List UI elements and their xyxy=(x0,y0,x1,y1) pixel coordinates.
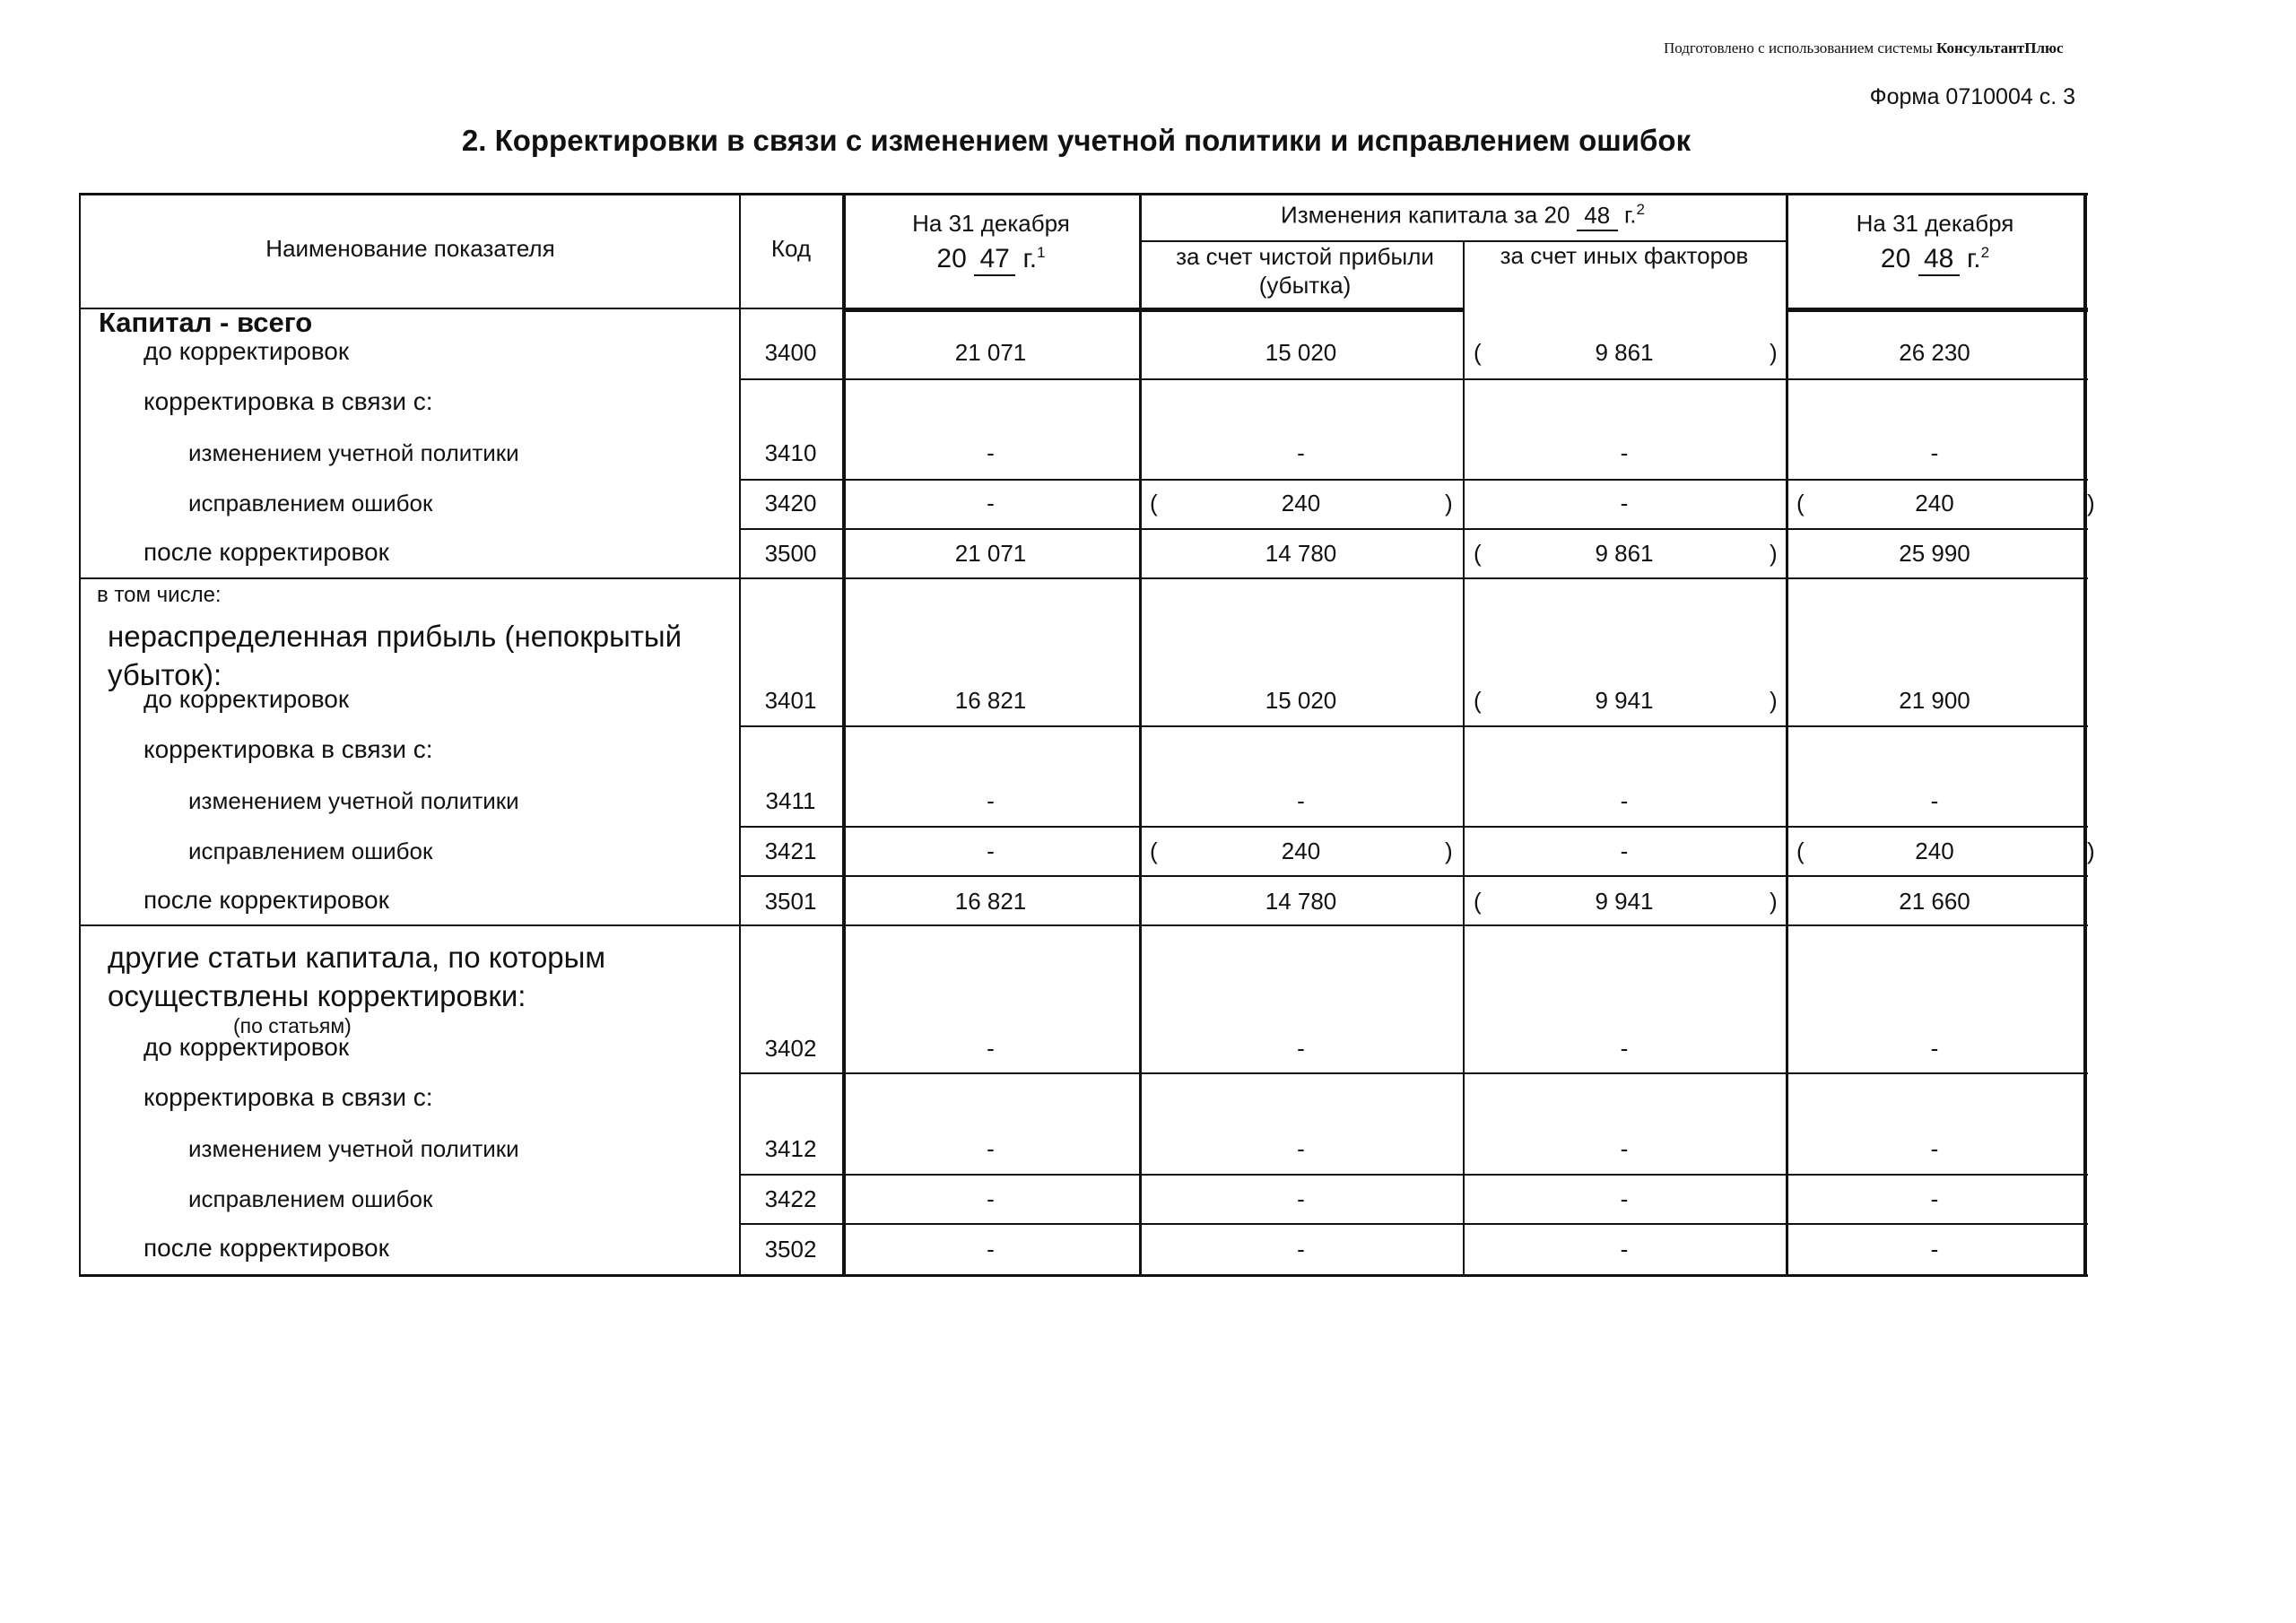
start-prefix: 20 xyxy=(936,244,967,273)
row-code: 3501 xyxy=(764,888,817,915)
grid-line xyxy=(739,378,2088,380)
paren-open: ( xyxy=(1150,490,1158,516)
row-code: 3412 xyxy=(764,1135,817,1162)
label-in-total: в том числе: xyxy=(97,583,222,607)
cell-other: 9 941 xyxy=(1595,888,1654,915)
grid-line xyxy=(739,479,2088,481)
end-prefix: 20 xyxy=(1880,244,1911,273)
paren-close: ) xyxy=(1770,687,1778,714)
label-other-items: другие статьи капитала, по которым осуществлены корректировки: xyxy=(108,941,606,1012)
row-label: исправлением ошибок xyxy=(188,1185,433,1212)
changes-year: 48 xyxy=(1577,202,1618,231)
row-code: 3410 xyxy=(764,439,817,466)
paren-open: ( xyxy=(1796,490,1805,516)
note-1: 1 xyxy=(1037,244,1046,261)
row-label: до корректировок xyxy=(144,1033,350,1061)
cell-start: 21 071 xyxy=(954,540,1027,567)
grid-line xyxy=(739,826,2088,828)
cell-start: - xyxy=(987,439,995,466)
brand-name: КонсультантПлюс xyxy=(1936,39,2064,56)
paren-close: ) xyxy=(1770,888,1778,915)
cell-end: 26 230 xyxy=(1899,339,1970,366)
cell-profit: 240 xyxy=(1281,838,1321,864)
row-label: до корректировок xyxy=(144,685,350,713)
cell-end: - xyxy=(1930,1236,1939,1263)
prepared-prefix: Подготовлено с использованием системы xyxy=(1664,39,1936,56)
col-header-name: Наименование показателя xyxy=(265,235,555,262)
row-code: 3500 xyxy=(764,540,817,567)
paren-open: ( xyxy=(1474,687,1482,714)
cell-other: - xyxy=(1620,1236,1629,1263)
grid-line xyxy=(739,1223,2088,1225)
note-2b: 2 xyxy=(1980,244,1990,261)
cell-other: - xyxy=(1620,787,1629,814)
paren-close: ) xyxy=(1445,490,1453,516)
page-title: 2. Корректировки в связи с изменением учетной политики и исправлением ошибок xyxy=(461,124,1692,157)
cell-profit: 240 xyxy=(1281,490,1321,516)
cell-end: 25 990 xyxy=(1899,540,1970,567)
grid-line xyxy=(1463,242,1465,1274)
cell-other: - xyxy=(1620,439,1629,466)
paren-close: ) xyxy=(1770,339,1778,366)
grid-line xyxy=(2083,193,2087,1274)
row-label: после корректировок xyxy=(144,886,389,914)
cell-profit: 14 780 xyxy=(1265,540,1337,567)
cell-profit: - xyxy=(1297,787,1305,814)
cell-start: - xyxy=(987,1185,995,1212)
grid-line xyxy=(79,1274,2088,1277)
prepared-note xyxy=(1664,39,2184,57)
row-code: 3420 xyxy=(764,490,817,516)
row-label: до корректировок xyxy=(144,337,350,365)
col-header-profit: за счет чистой прибыли (убытка) xyxy=(1176,243,1434,299)
cell-end: - xyxy=(1930,439,1939,466)
cell-profit: - xyxy=(1297,1135,1305,1162)
end-year: 48 xyxy=(1918,244,1960,276)
paren-open: ( xyxy=(1150,838,1158,864)
row-code: 3502 xyxy=(764,1236,817,1263)
grid-line xyxy=(842,308,1463,312)
grid-line xyxy=(739,1072,2088,1074)
row-label: корректировка в связи с: xyxy=(144,387,433,415)
row-label: корректировка в связи с: xyxy=(144,1083,433,1111)
cell-profit: - xyxy=(1297,1035,1305,1062)
grid-line xyxy=(79,193,81,1274)
paren-close: ) xyxy=(1445,838,1453,864)
cell-other: 9 861 xyxy=(1595,540,1654,567)
cell-other: - xyxy=(1620,1035,1629,1062)
row-code: 3401 xyxy=(764,687,817,714)
cell-other: 9 941 xyxy=(1595,687,1654,714)
col-header-start-label: На 31 декабря xyxy=(912,210,1070,237)
paren-close: ) xyxy=(2087,838,2095,864)
row-code: 3402 xyxy=(764,1035,817,1062)
cell-start: 16 821 xyxy=(954,888,1027,915)
start-year: 47 xyxy=(974,244,1015,276)
grid-line xyxy=(739,875,2088,877)
col-header-end-label: На 31 декабря xyxy=(1856,210,2014,237)
row-label: исправлением ошибок xyxy=(188,838,433,864)
row-code: 3421 xyxy=(764,838,817,864)
cell-start: - xyxy=(987,838,995,864)
paren-close: ) xyxy=(2087,490,2095,516)
paren-open: ( xyxy=(1474,339,1482,366)
grid-line xyxy=(79,577,2088,579)
form-code: Форма 0710004 с. 3 xyxy=(1869,84,2075,109)
row-label: после корректировок xyxy=(144,538,389,566)
cell-profit: - xyxy=(1297,439,1305,466)
cell-other: 9 861 xyxy=(1595,339,1654,366)
cell-end: - xyxy=(1930,1135,1939,1162)
row-label: после корректировок xyxy=(144,1234,389,1262)
cell-end: - xyxy=(1930,1035,1939,1062)
cell-end: 240 xyxy=(1915,490,1954,516)
cell-start: 16 821 xyxy=(954,687,1027,714)
label-capital-total: Капитал - всего xyxy=(99,307,313,338)
col-header-changes xyxy=(1140,201,1786,231)
grid-line xyxy=(1786,308,2088,312)
cell-end: 21 660 xyxy=(1899,888,1970,915)
col-header-start-year xyxy=(843,244,1139,276)
row-code: 3400 xyxy=(764,339,817,366)
cell-other: - xyxy=(1620,838,1629,864)
cell-profit: - xyxy=(1297,1185,1305,1212)
cell-end: - xyxy=(1930,787,1939,814)
cell-start: - xyxy=(987,787,995,814)
cell-start: - xyxy=(987,490,995,516)
paren-open: ( xyxy=(1474,888,1482,915)
cell-profit: 14 780 xyxy=(1265,888,1337,915)
grid-line xyxy=(739,1174,2088,1176)
note-2: 2 xyxy=(1636,201,1645,218)
col-header-code: Код xyxy=(770,235,812,262)
paren-open: ( xyxy=(1796,838,1805,864)
cell-start: - xyxy=(987,1035,995,1062)
start-year-suffix: г. xyxy=(1022,244,1038,273)
cell-start: 21 071 xyxy=(954,339,1027,366)
row-label: корректировка в связи с: xyxy=(144,735,433,763)
end-year-suffix: г. xyxy=(1966,244,1981,273)
paren-open: ( xyxy=(1474,540,1482,567)
grid-line xyxy=(739,528,2088,530)
cell-profit: 15 020 xyxy=(1265,687,1337,714)
row-code: 3422 xyxy=(764,1185,817,1212)
cell-other: - xyxy=(1620,1135,1629,1162)
row-label: изменением учетной политики xyxy=(188,1135,519,1162)
changes-year-suffix: г. xyxy=(1623,201,1637,229)
cell-end: 21 900 xyxy=(1899,687,1970,714)
paren-close: ) xyxy=(1770,540,1778,567)
cell-end: 240 xyxy=(1915,838,1954,864)
cell-profit: - xyxy=(1297,1236,1305,1263)
col-header-end-year xyxy=(1786,244,2084,276)
row-label: исправлением ошибок xyxy=(188,490,433,516)
label-by-items: (по статьям) xyxy=(233,1014,352,1037)
label-retained: нераспределенная прибыль (непокрытый убыток): xyxy=(108,620,683,691)
grid-line xyxy=(79,924,2088,926)
cell-other: - xyxy=(1620,490,1629,516)
cell-other: - xyxy=(1620,1185,1629,1212)
cell-start: - xyxy=(987,1135,995,1162)
cell-end: - xyxy=(1930,1185,1939,1212)
grid-line xyxy=(739,725,2088,727)
row-label: изменением учетной политики xyxy=(188,787,519,814)
changes-label: Изменения капитала за 20 xyxy=(1281,201,1570,229)
col-header-other: за счет иных факторов xyxy=(1500,242,1749,269)
row-code: 3411 xyxy=(765,787,816,814)
cell-profit: 15 020 xyxy=(1265,339,1337,366)
row-label: изменением учетной политики xyxy=(188,439,519,466)
cell-start: - xyxy=(987,1236,995,1263)
